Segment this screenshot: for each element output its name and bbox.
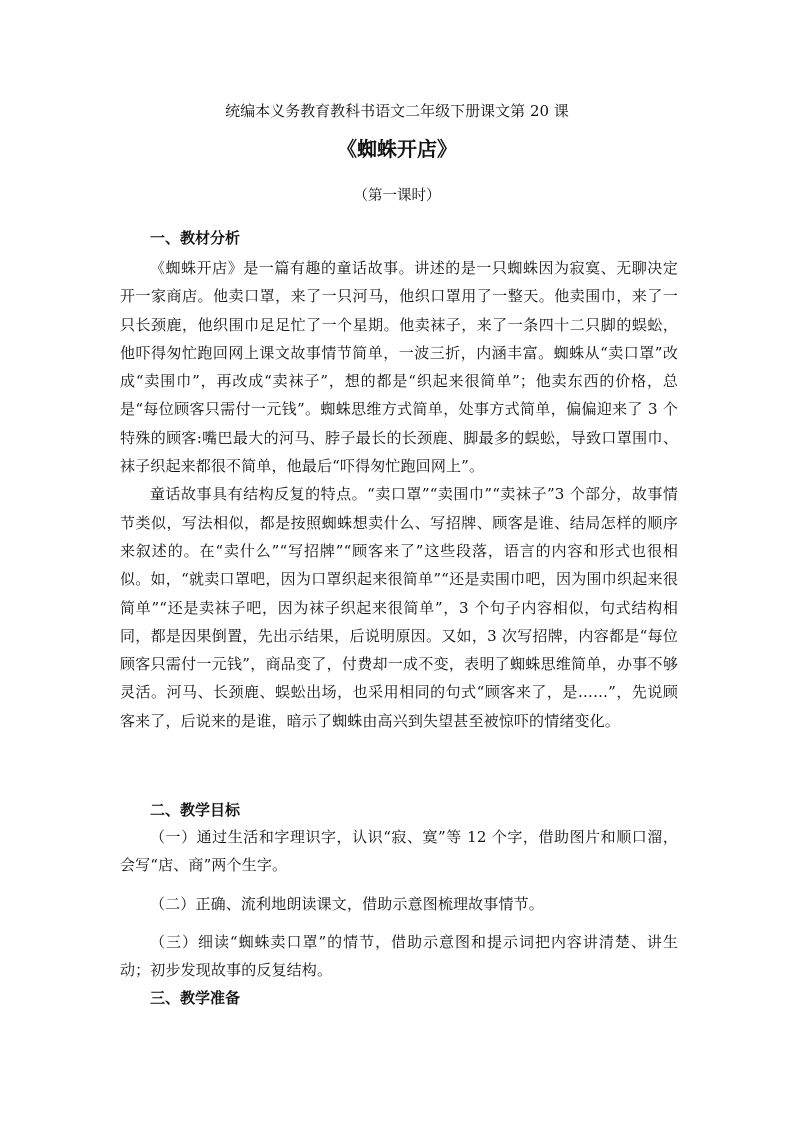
analysis-paragraph-2: 童话故事具有结构反复的特点。“卖口罩”“卖围巾”“卖袜子”3 个部分，故事情节类似，写法相似，都是按照蜘蛛想卖什么、写招牌、顾客是谁、结局怎样的顺序来叙述的。在“卖什么”“写招牌”“顾客来了”这些段落，语言的内容和形式也很相似。如，“就卖口罩吧，因为口罩织起来很简单”“还是卖围巾吧，因为围巾织起来很简单”“还是卖袜子吧，因为袜子织起来很简单”，3 个句子内容相似，句式结构相同，都是因果倒置，先出示结果，后说明原因。又如，3 次写招牌，内容都是“每位顾客只需付一元钱”，商品变了，付费却一成不变，表明了蜘蛛思维简单，办事不够灵活。河马、长颈鹿、蜈蚣出场，也采用相同的句式“顾客来了，是……”，先说顾客来了，后说来的是谁，暗示了蜘蛛由高兴到失望甚至被惊吓的情绪变化。 bbox=[120, 485, 678, 730]
section-heading-goals: 二、教学目标 bbox=[150, 801, 241, 819]
analysis-body bbox=[120, 254, 678, 735]
document-title: 《蜘蛛开店》 bbox=[337, 137, 457, 161]
section-heading-preparation: 三、教学准备 bbox=[150, 989, 241, 1007]
goal-item-2: （二）正确、流利地朗读课文，借助示意图梳理故事情节。 bbox=[150, 894, 544, 913]
document-subtitle: （第一课时） bbox=[353, 188, 441, 204]
document-header: 统编本义务教育教科书语文二年级下册课文第 20 课 bbox=[225, 102, 569, 120]
goal-item-3: （三）细读“蜘蛛卖口罩”的情节，借助示意图和提示词把内容讲清楚、讲生动；初步发现故事的反复结构。 bbox=[120, 932, 678, 980]
goal-item-1: （一）通过生活和字理识字，认识“寂、寞”等 12 个字，借助图片和顺口溜，会写“店、商”两个生字。 bbox=[120, 828, 678, 875]
analysis-paragraph-1: 《蜘蛛开店》是一篇有趣的童话故事。讲述的是一只蜘蛛因为寂寞、无聊决定开一家商店。他卖口罩，来了一只河马，他织口罩用了一整天。他卖围巾，来了一只长颈鹿，他织围巾足足忙了一个星期。他卖袜子，来了一条四十二只脚的蜈蚣，他吓得匆忙跑回网上课文故事情节简单，一波三折，内涵丰富。蜘蛛从“卖口罩”改成“卖围巾”，再改成“卖袜子”，想的都是“织起来很简单”；他卖东西的价格，总是“每位顾客只需付一元钱”。蜘蛛思维方式简单，处事方式简单，偏偏迎来了 3 个特殊的顾客:嘴巴最大的河马、脖子最长的长颈鹿、脚最多的蜈蚣，导致口罩围巾、袜子织起来都很不简单，他最后“吓得匆忙跑回网上”。 bbox=[120, 259, 678, 476]
section-heading-analysis: 一、教材分析 bbox=[150, 229, 241, 247]
goals-body bbox=[120, 823, 678, 984]
